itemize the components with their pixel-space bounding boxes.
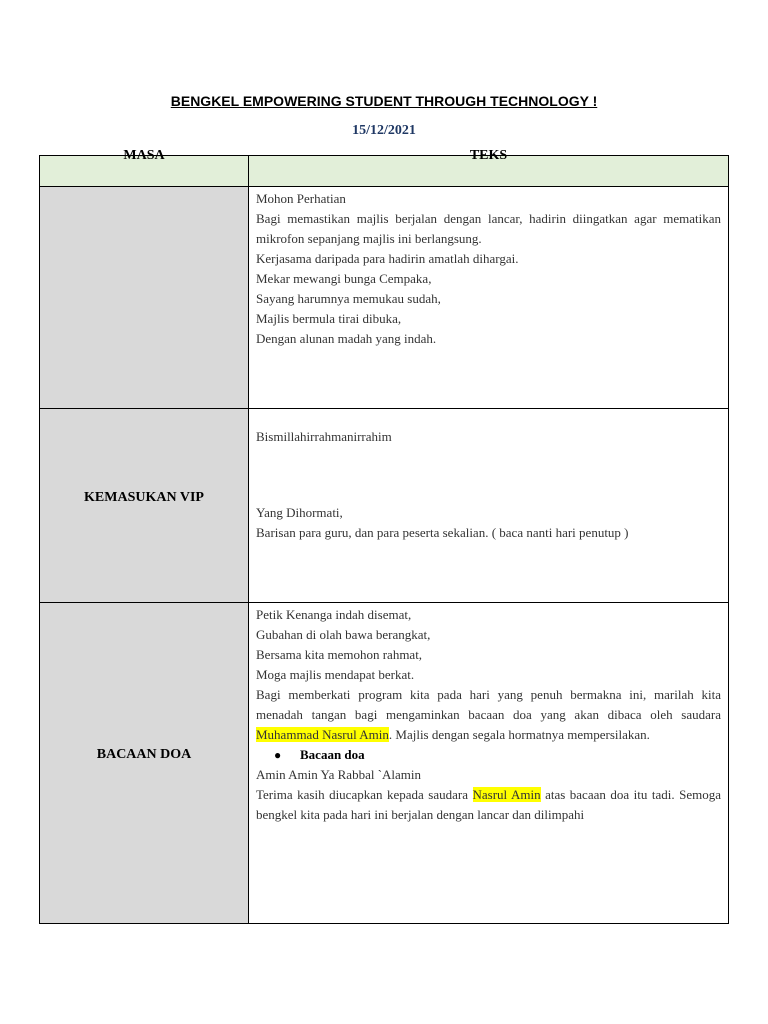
table-header-row	[40, 156, 729, 187]
text-line: Kerjasama daripada para hadirin amatlah dihargai.	[256, 251, 519, 266]
pantun-line: Mekar mewangi bunga Cempaka,	[256, 271, 432, 286]
teks-cell-bacaan-doa	[249, 603, 729, 924]
text-line: Yang Dihormati,	[256, 505, 343, 520]
pantun-line: Dengan alunan madah yang indah.	[256, 331, 437, 346]
masa-cell-empty	[40, 187, 249, 409]
table-row	[40, 187, 729, 409]
pantun-line: Majlis bermula tirai dibuka,	[256, 311, 402, 326]
bullet-item: ● Bacaan doa	[256, 745, 721, 765]
page-date: 15/12/2021	[352, 123, 416, 138]
text-line: Mohon Perhatian	[256, 191, 346, 206]
table-row	[40, 409, 729, 603]
table-row	[40, 603, 729, 924]
column-header-teks: TEKS	[249, 156, 729, 187]
text-paragraph: Bagi memberkati program kita pada hari yang penuh bermakna ini, marilah kita menadah tangan bagi mengaminkan bacaan doa yang akan dibaca oleh saudara Muhammad Nasrul Amin. Majlis dengan segala hormatnya mempersilakan.	[256, 687, 721, 742]
highlighted-name: Muhammad Nasrul Amin	[256, 727, 389, 742]
schedule-table	[39, 148, 729, 924]
page-title: BENGKEL EMPOWERING STUDENT THROUGH TECHNOLOGY !	[170, 93, 598, 109]
pantun-line: Moga majlis mendapat berkat.	[256, 667, 415, 682]
text-line: Barisan para guru, dan para peserta sekalian. ( baca nanti hari penutup )	[256, 525, 629, 540]
text-line: Amin Amin Ya Rabbal `Alamin	[256, 767, 422, 782]
masa-cell-kemasukan-vip: KEMASUKAN VIP	[40, 409, 249, 603]
column-header-masa: MASA	[40, 156, 249, 187]
text-line: Bismillahirrahmanirrahim	[256, 429, 392, 444]
masa-cell-bacaan-doa: BACAAN DOA	[40, 603, 249, 924]
pantun-line: Petik Kenanga indah disemat,	[256, 607, 412, 622]
pantun-line: Bersama kita memohon rahmat,	[256, 647, 423, 662]
bullet-icon: ●	[274, 748, 282, 762]
text-paragraph: Bagi memastikan majlis berjalan dengan lancar, hadirin diingatkan agar mematikan mikrofon sepanjang majlis ini berlangsung.	[256, 211, 721, 246]
highlighted-name: Nasrul Amin	[472, 787, 541, 802]
teks-cell-perhatian	[249, 187, 729, 409]
teks-cell-kemasukan-vip	[249, 409, 729, 603]
pantun-line: Sayang harumnya memukau sudah,	[256, 291, 441, 306]
text-paragraph: Terima kasih diucapkan kepada saudara Nasrul Amin atas bacaan doa itu tadi. Semoga bengkel kita pada hari ini berjalan dengan lancar dan dilimpahi	[256, 787, 721, 822]
pantun-line: Gubahan di olah bawa berangkat,	[256, 627, 431, 642]
